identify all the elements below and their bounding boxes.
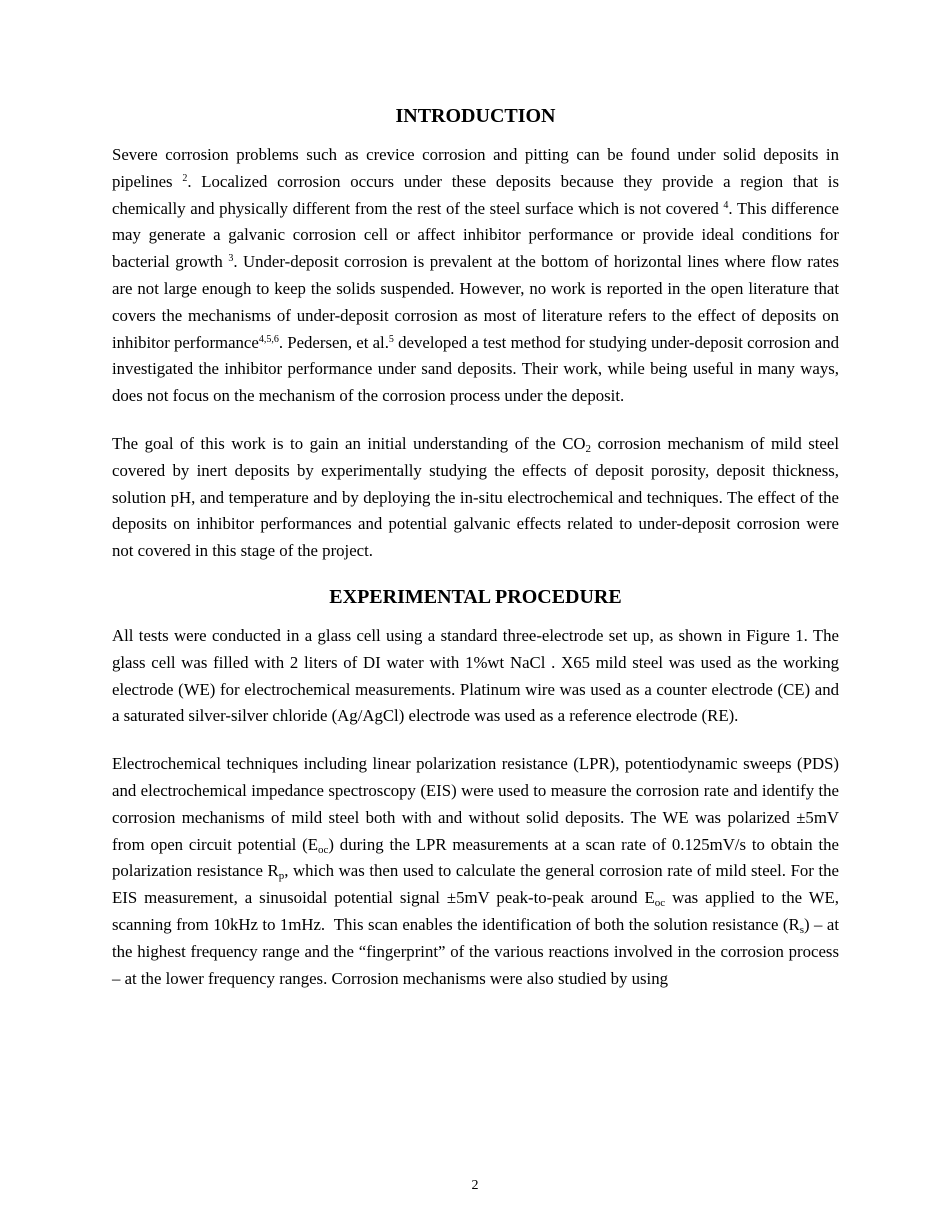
subscript: s xyxy=(799,923,804,936)
experimental-paragraph-1: All tests were conducted in a glass cell using a standard three-electrode set up, as shown in Figure 1. The glass cell was filled with 2 liters of DI water with 1%wt NaCl . X65 mild steel was used as the working electrode (WE) for electrochemical measurements. Platinum wire was used as a counter electrode (CE) and a saturated silver-silver chloride (Ag/AgCl) electrode was used as a reference electrode (RE). xyxy=(112,625,839,726)
subscript: oc xyxy=(318,843,329,856)
text-run: . Pedersen, et al. xyxy=(278,332,389,352)
page-content xyxy=(112,100,839,1013)
subscript: p xyxy=(278,870,285,883)
citation-ref: 4,5,6 xyxy=(258,333,279,345)
text-run: . This difference may generate a galvanic corrosion cell or affect inhibitor performance or provide ideal conditions for bacterial growth xyxy=(112,198,839,272)
citation-ref: 2 xyxy=(182,172,188,184)
text-run: , which was then used to calculate the general corrosion rate of mild steel. For the EIS measurement, a sinusoidal potential signal ±5mV peak-to-peak around E xyxy=(112,861,839,908)
subscript: 2 xyxy=(585,442,592,455)
text-run: developed a test method for studying under-deposit corrosion and investigated the inhibitor performance under sand deposits. Their work, while being useful in many ways, does not focus on the mechanism of the corrosion process under the deposit. xyxy=(112,332,839,406)
text-run: Severe corrosion problems such as crevice corrosion and pitting can be found under solid deposits in pipelines xyxy=(112,145,839,191)
text-run: corrosion mechanism of mild steel covered by inert deposits by experimentally studying the effects of deposit porosity, deposit thickness, solution pH, and temperature and by deploying the in-situ electrochemical and techniques. The effect of the deposits on inhibitor performances and potential galvanic effects related to under-deposit corrosion were not covered in this stage of the project. xyxy=(112,433,839,561)
page-number: 2 xyxy=(471,1178,479,1193)
text-run: The goal of this work is to gain an initial understanding of the CO xyxy=(112,433,586,453)
text-run: Electrochemical techniques including linear polarization resistance (LPR), potentiodynamic sweeps (PDS) and electrochemical impedance spectroscopy (EIS) were used to measure the corrosion rate and identify the corrosion mechanisms of mild steel both with and without solid deposits. The WE was polarized ±5mV from open circuit potential (E xyxy=(112,754,839,854)
text-run: ) – at the highest frequency range and the “fingerprint” of the various reactions involved in the corrosion process – at the lower frequency ranges. Corrosion mechanisms were also studied by using xyxy=(112,914,840,988)
subscript: oc xyxy=(654,897,666,910)
citation-ref: 4 xyxy=(723,199,729,211)
text-run: ) during the LPR measurements at a scan rate of 0.125mV/s to obtain the polarization resistance R xyxy=(112,834,839,881)
experimental-procedure-heading: EXPERIMENTAL PROCEDURE xyxy=(329,585,622,608)
citation-ref: 5 xyxy=(388,333,394,345)
citation-ref: 3 xyxy=(228,253,234,265)
text-run: . Localized corrosion occurs under these deposits because they provide a region that is chemically and physically different from the rest of the steel surface which is not covered xyxy=(112,171,839,218)
text-run: . Under-deposit corrosion is prevalent at the bottom of horizontal lines where flow rates are not large enough to keep the solids suspended. However, no work is reported in the open literature that covers the mechanisms of under-deposit corrosion as most of literature refers to the effect of deposits on inhibitor performance xyxy=(112,252,839,352)
experimental-paragraph-2 xyxy=(112,751,839,992)
introduction-heading: INTRODUCTION xyxy=(395,105,556,127)
text-run: was applied to the WE, scanning from 10kHz to 1mHz. This scan enables the identification of both the solution resistance (R xyxy=(112,888,839,934)
introduction-paragraph-2 xyxy=(112,431,839,565)
introduction-paragraph-1 xyxy=(112,142,839,410)
